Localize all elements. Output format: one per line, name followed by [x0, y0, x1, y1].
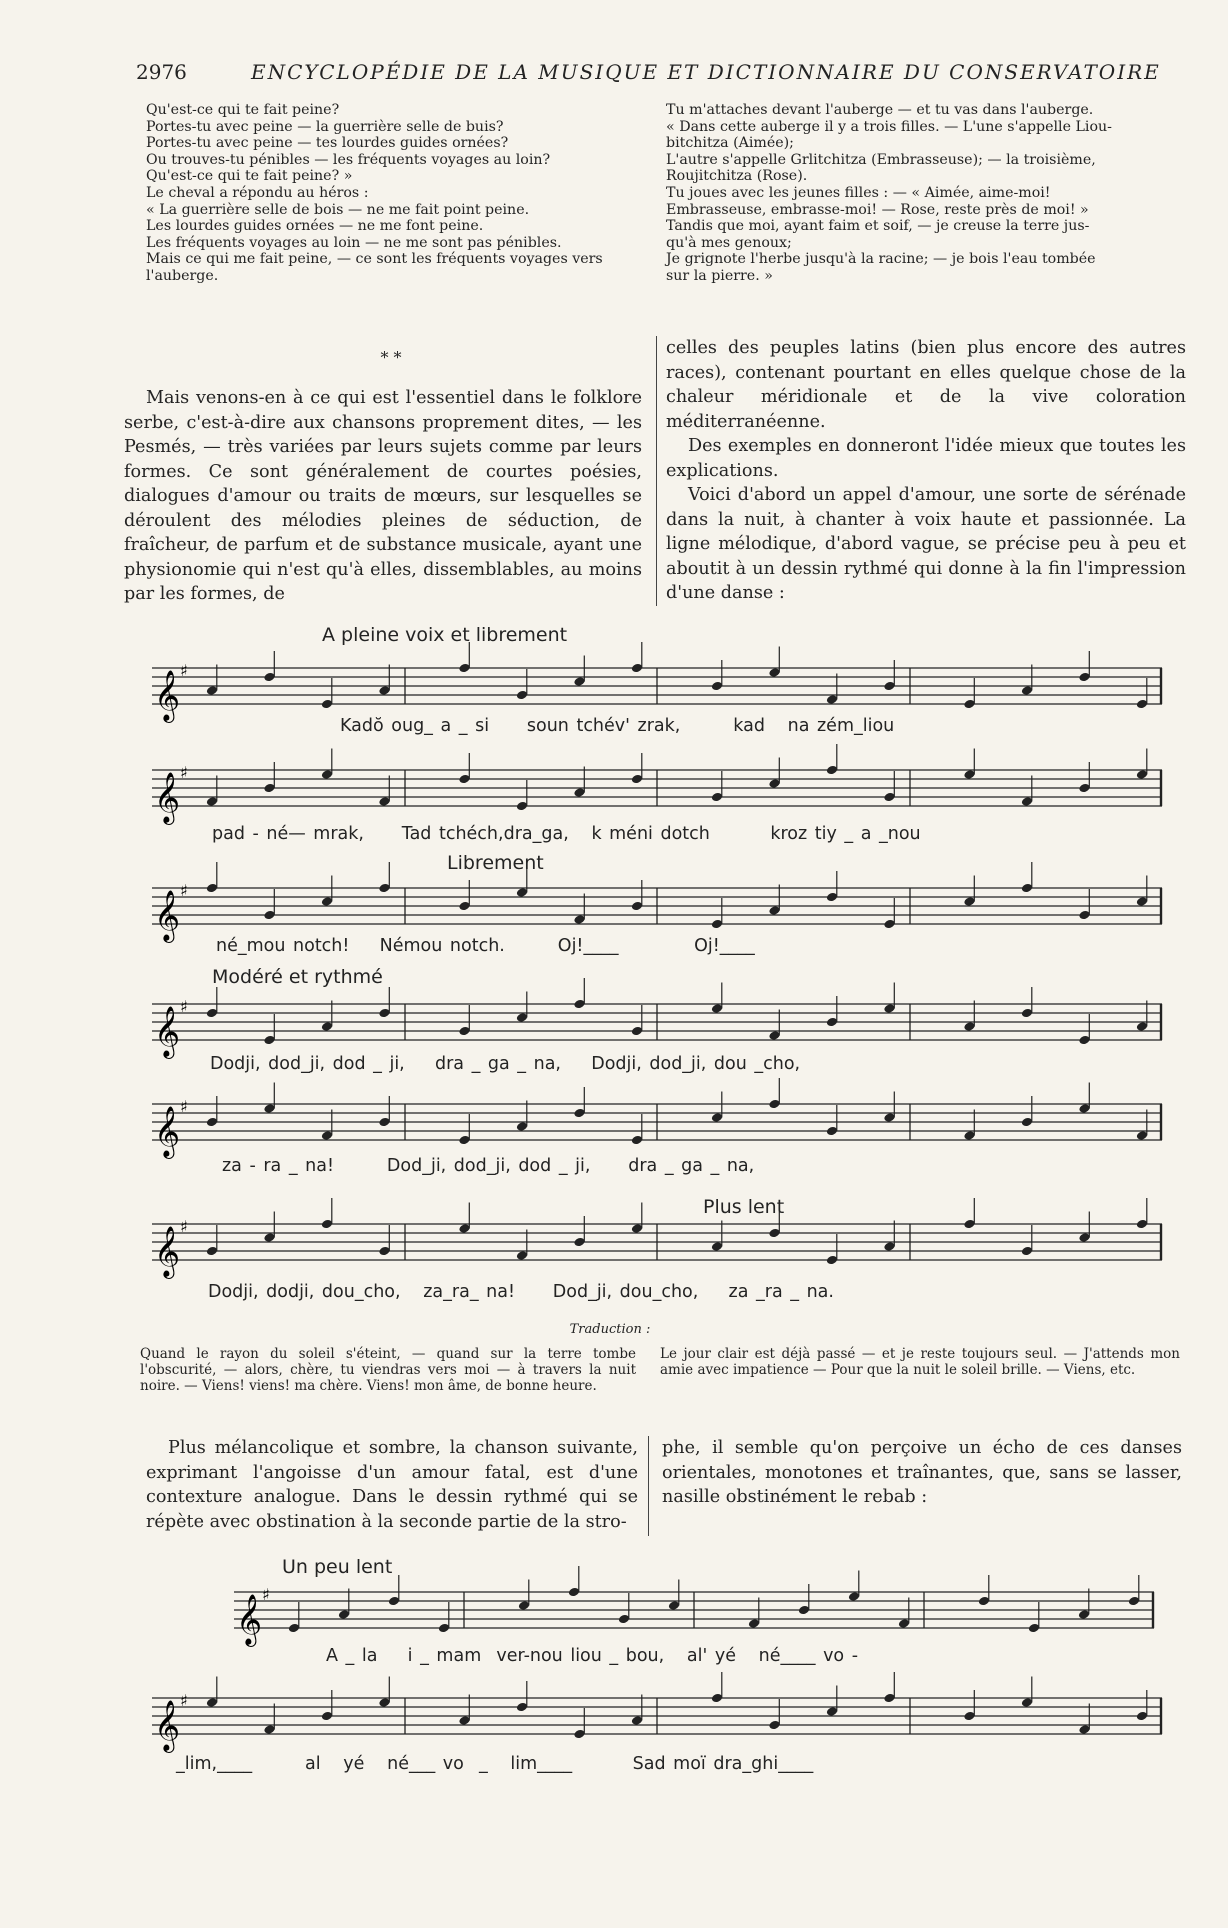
sharp-icon: ♯ [180, 1097, 188, 1116]
poem-line: Le cheval a répondu au héros : [146, 184, 369, 201]
poem-line: Tu m'attaches devant l'auberge — et tu vas dans l'auberge. [666, 102, 1094, 118]
poem-line: Portes-tu avec peine — la guerrière selle de buis? [146, 118, 504, 135]
paragraph-left-2 [146, 1436, 638, 1534]
music-staff [152, 880, 1162, 941]
poem-line: Je grignote l'herbe jusqu'à la racine; — je bois l'eau tombée [666, 251, 1096, 268]
music-staff [152, 660, 1162, 721]
poem-line: « La guerrière selle de bois — ne me fait point peine. [146, 201, 530, 218]
tempo-marking: Modéré et rythmé [212, 966, 383, 988]
page-header [136, 60, 1161, 90]
poem-line: L'autre s'appelle Grlitchitza (Embrasseuse); — la troisième, [666, 151, 1096, 168]
lyrics-line: Kadŏ oug_ a _ si soun tchév' zrak, kad na zém_liou [340, 716, 895, 736]
poem-line: « Dans cette auberge il y a trois filles. — L'une s'appelle Liou- [666, 118, 1112, 135]
treble-clef-icon: 𝄞 [154, 890, 181, 941]
sharp-icon: ♯ [180, 997, 188, 1016]
poem-line: Mais ce qui me fait peine, — ce sont les fréquents voyages vers [146, 251, 603, 268]
lyrics-line: za - ra _ na! Dod_ji, dod_ji, dod _ ji, dra _ ga _ na, [222, 1156, 755, 1176]
paragraph-right [666, 336, 1186, 606]
tempo-marking: Librement [447, 852, 544, 874]
poem-line: qu'à mes genoux; [666, 234, 792, 251]
lyrics-line: _lim,____ al yé né___ vo _ lim____ Sad moï dra_ghi____ [176, 1754, 814, 1774]
tempo-marking: Un peu lent [282, 1556, 393, 1578]
sharp-icon: ♯ [180, 661, 188, 680]
poem-line: Les fréquents voyages au loin — ne me sont pas pénibles. [146, 234, 562, 251]
music-staff [152, 996, 1162, 1057]
page-number: 2976 [136, 60, 187, 84]
treble-clef-icon: 𝄞 [154, 1106, 181, 1157]
lyrics-line: Dodji, dod_ji, dod _ ji, dra _ ga _ na, Dodji, dod_ji, dou _cho, [210, 1054, 801, 1074]
paragraph-text: Mais venons-en à ce qui est l'essentiel dans le folklore serbe, c'est-à-dire aux chansons proprement dites, — les Pesmés, — très variées par leurs sujets comme par leurs formes. Ce sont généralement de courtes poésies, dialogues d'amour ou traits de mœurs, sur lesquelles se déroulent des mélodies pleines de séduction, de fraîcheur, de parfum et de substance musicale, ayant une physionomie qui n'est qu'à elles, dissemblables, au moins par les formes, de [124, 388, 642, 604]
section-separator: * * [380, 348, 402, 367]
music-staff [234, 1584, 1154, 1645]
sharp-icon: ♯ [180, 1691, 188, 1710]
poem-line: Qu'est-ce qui te fait peine? [146, 102, 340, 118]
treble-clef-icon: 𝄞 [154, 670, 181, 721]
translation-left: Quand le rayon du soleil s'éteint, — quand sur la terre tombe l'obscurité, — alors, chère, tu viendras vers moi — à travers la nuit noire. — Viens! viens! ma chère. Viens! mon âme, de bonne heure. [140, 1346, 636, 1394]
music-staff [152, 762, 1162, 823]
sharp-icon: ♯ [180, 1217, 188, 1236]
music-staff [152, 1096, 1162, 1157]
poem-line: Tandis que moi, ayant faim et soif, — je creuse la terre jus- [666, 218, 1090, 235]
paragraph-text: phe, il semble qu'on perçoive un écho de ces danses orientales, monotones et traînantes, que, sans se lasser, nasille obstinément le rebab : [662, 1438, 1182, 1507]
treble-clef-icon: 𝄞 [154, 1226, 181, 1277]
translation-right: Le jour clair est déjà passé — et je reste toujours seul. — J'attends mon amie avec impatience — Pour que la nuit le soleil brille. — Viens, etc. [660, 1346, 1180, 1378]
tempo-marking: A pleine voix et librement [322, 624, 568, 646]
poem-line: sur la pierre. » [666, 267, 773, 284]
tempo-marking: Plus lent [703, 1196, 785, 1218]
poem-line: Ou trouves-tu pénibles — les fréquents voyages au loin? [146, 151, 551, 168]
poem-line: Qu'est-ce qui te fait peine? » [146, 168, 353, 185]
column-rule [656, 336, 657, 606]
paragraph-text: Plus mélancolique et sombre, la chanson suivante, exprimant l'angoisse d'un amour fatal, est d'une contexture analogue. Dans le dessin rythmé qui se répète avec obstination à la seconde partie de la stro- [146, 1438, 638, 1532]
paragraph-left [124, 386, 642, 607]
poem-line: Embrasseuse, embrasse-moi! — Rose, reste près de moi! » [666, 201, 1089, 218]
sharp-icon: ♯ [262, 1585, 270, 1604]
column-rule [648, 1436, 649, 1536]
treble-clef-icon: 𝄞 [154, 1700, 181, 1751]
music-staff [152, 1690, 1162, 1751]
poem-line: Roujitchitza (Rose). [666, 168, 808, 185]
sharp-icon: ♯ [180, 763, 188, 782]
lyrics-line: A _ la i _ mam ver-nou liou _ bou, al' yé né____ vo - [326, 1646, 859, 1666]
poem-line: bitchitza (Aimée); [666, 135, 794, 152]
poem-line: Les lourdes guides ornées — ne me font peine. [146, 218, 484, 235]
paragraph-text: celles des peuples latins (bien plus encore des autres races), contenant pourtant en elles quelque chose de la chaleur méridionale et de la vive coloration méditerranéenne. [666, 338, 1186, 432]
paragraph-text: Voici d'abord un appel d'amour, une sorte de sérénade dans la nuit, à chanter à voix haute et passionnée. La ligne mélodique, d'abord vague, se précise peu à peu et aboutit à un dessin rythmé qui donne à la fin l'impression d'une danse : [666, 485, 1186, 603]
poem-right [666, 102, 1186, 285]
paragraph-text: Des exemples en donneront l'idée mieux que toutes les explications. [666, 436, 1186, 481]
music-staff [152, 1216, 1162, 1277]
translation-caption: Traduction : [569, 1322, 651, 1337]
sharp-icon: ♯ [180, 881, 188, 900]
treble-clef-icon: 𝄞 [154, 1006, 181, 1057]
poem-left [146, 102, 646, 285]
lyrics-line: pad - né— mrak, Tad tchéch,dra_ga, k méni dotch kroz tiy _ a _nou [212, 824, 921, 844]
paragraph-right-2 [662, 1436, 1182, 1510]
poem-line: l'auberge. [146, 267, 219, 284]
poem-line: Tu joues avec les jeunes filles : — « Aimée, aime-moi! [666, 184, 1051, 201]
poem-line: Portes-tu avec peine — tes lourdes guides ornées? [146, 135, 509, 152]
lyrics-line: né_mou notch! Némou notch. Oj!____ Oj!____ [216, 936, 755, 956]
treble-clef-icon: 𝄞 [154, 772, 181, 823]
treble-clef-icon: 𝄞 [236, 1594, 263, 1645]
lyrics-line: Dodji, dodji, dou_cho, za_ra_ na! Dod_ji, dou_cho, za _ra _ na. [208, 1282, 834, 1302]
running-title: ENCYCLOPÉDIE DE LA MUSIQUE ET DICTIONNAIRE DU CONSERVATOIRE [251, 60, 1161, 84]
